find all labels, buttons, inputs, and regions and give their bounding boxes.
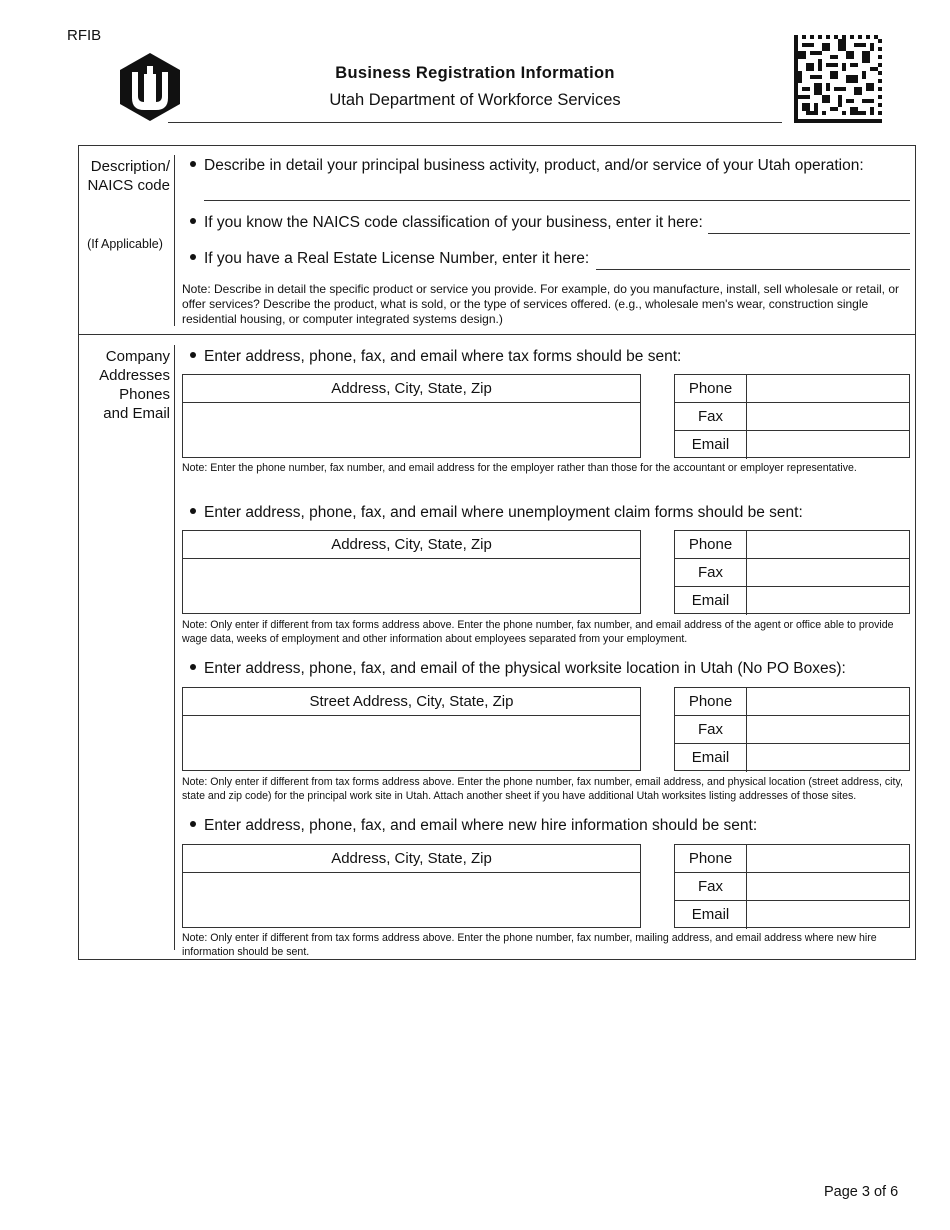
fax-row[interactable] [675,403,909,431]
real-estate-question: If you have a Real Estate License Number, enter it here: [190,250,589,268]
section-divider [78,334,916,335]
email-label: Email [675,587,747,615]
new-hire-note: Note: Only enter if different from tax forms address above. Enter the phone number, fax number, mailing address, and email address where new hire information should be sent. [182,932,877,958]
phone-row[interactable] [675,845,909,873]
fax-label: Fax [675,403,747,431]
bullet-icon [190,161,196,167]
page-subtitle: Utah Department of Workforce Services [329,91,621,109]
unemployment-address-question: Enter address, phone, fax, and email where unemployment claim forms should be sent: [190,504,803,522]
new-hire-address-question: Enter address, phone, fax, and email where new hire information should be sent: [190,817,757,835]
address-header: Address, City, State, Zip [183,375,640,403]
bullet-icon [190,352,196,358]
page-number: Page 3 of 6 [824,1184,899,1200]
company-addresses-label: Company Addresses Phones and Email [99,348,170,422]
phone-label: Phone [675,845,747,873]
header-divider [168,122,782,123]
email-row[interactable] [675,587,909,615]
if-applicable-label: (If Applicable) [87,237,163,251]
new-hire-contact-box [674,844,910,928]
fax-label: Fax [675,716,747,744]
phone-label: Phone [675,531,747,559]
address-header: Address, City, State, Zip [183,845,640,873]
email-label: Email [675,431,747,459]
fax-label: Fax [675,559,747,587]
form-code: RFIB [67,27,102,44]
worksite-contact-box [674,687,910,771]
unemployment-contact-box [674,530,910,614]
phone-row[interactable] [675,688,909,716]
label-column-rule [174,155,175,326]
phone-row[interactable] [675,531,909,559]
real-estate-license-field[interactable] [596,269,910,270]
bullet-icon [190,218,196,224]
worksite-address-box[interactable] [182,687,641,771]
label-column-rule [174,345,175,950]
bullet-icon [190,254,196,260]
description-note: Note: Describe in detail the specific product or service you provide. For example, do you manufacture, install, sell wholesale or retail, or offer services? Describe the product, what is sold, or the type of services offered. (e.g., wholesale men's wear, construction single residential housing, or computer integrated systems design.) [182,282,900,326]
description-label: Description/ NAICS code [87,158,170,194]
address-header: Street Address, City, State, Zip [183,688,640,716]
unemployment-address-box[interactable] [182,530,641,614]
tax-contact-box [674,374,910,458]
fax-label: Fax [675,873,747,901]
phone-row[interactable] [675,375,909,403]
business-activity-field[interactable] [204,200,910,201]
email-row[interactable] [675,744,909,772]
2d-barcode-icon [794,35,882,123]
email-label: Email [675,744,747,772]
business-activity-question: Describe in detail your principal business activity, product, and/or service of your Utah operation: [190,157,864,175]
phone-label: Phone [675,688,747,716]
worksite-note: Note: Only enter if different from tax forms address above. Enter the phone number, fax number, email address, and physical location (street address, city, state and zip code) for the principal work site in Utah. Attach another sheet if you have additional Utah worksites listing addresses of those sites. [182,776,903,802]
phone-label: Phone [675,375,747,403]
naics-code-field[interactable] [708,233,910,234]
address-header: Address, City, State, Zip [183,531,640,559]
fax-row[interactable] [675,559,909,587]
new-hire-address-box[interactable] [182,844,641,928]
page-title: Business Registration Information [335,64,615,82]
bullet-icon [190,664,196,670]
email-row[interactable] [675,431,909,459]
bullet-icon [190,508,196,514]
naics-question: If you know the NAICS code classification of your business, enter it here: [190,214,703,232]
bullet-icon [190,821,196,827]
fax-row[interactable] [675,873,909,901]
tax-address-box[interactable] [182,374,641,458]
tax-address-question: Enter address, phone, fax, and email where tax forms should be sent: [190,348,681,366]
email-row[interactable] [675,901,909,929]
worksite-address-question: Enter address, phone, fax, and email of the physical worksite location in Utah (No PO Boxes): [190,660,846,678]
tax-note: Note: Enter the phone number, fax number, and email address for the employer rather than those for the accountant or employer representative. [182,462,857,474]
dws-logo-icon [118,52,182,122]
email-label: Email [675,901,747,929]
fax-row[interactable] [675,716,909,744]
unemployment-note: Note: Only enter if different from tax forms address above. Enter the phone number, fax number, and email address of the agent or office able to provide wage data, weeks of employment and other information about employees separated from your employment. [182,619,894,645]
